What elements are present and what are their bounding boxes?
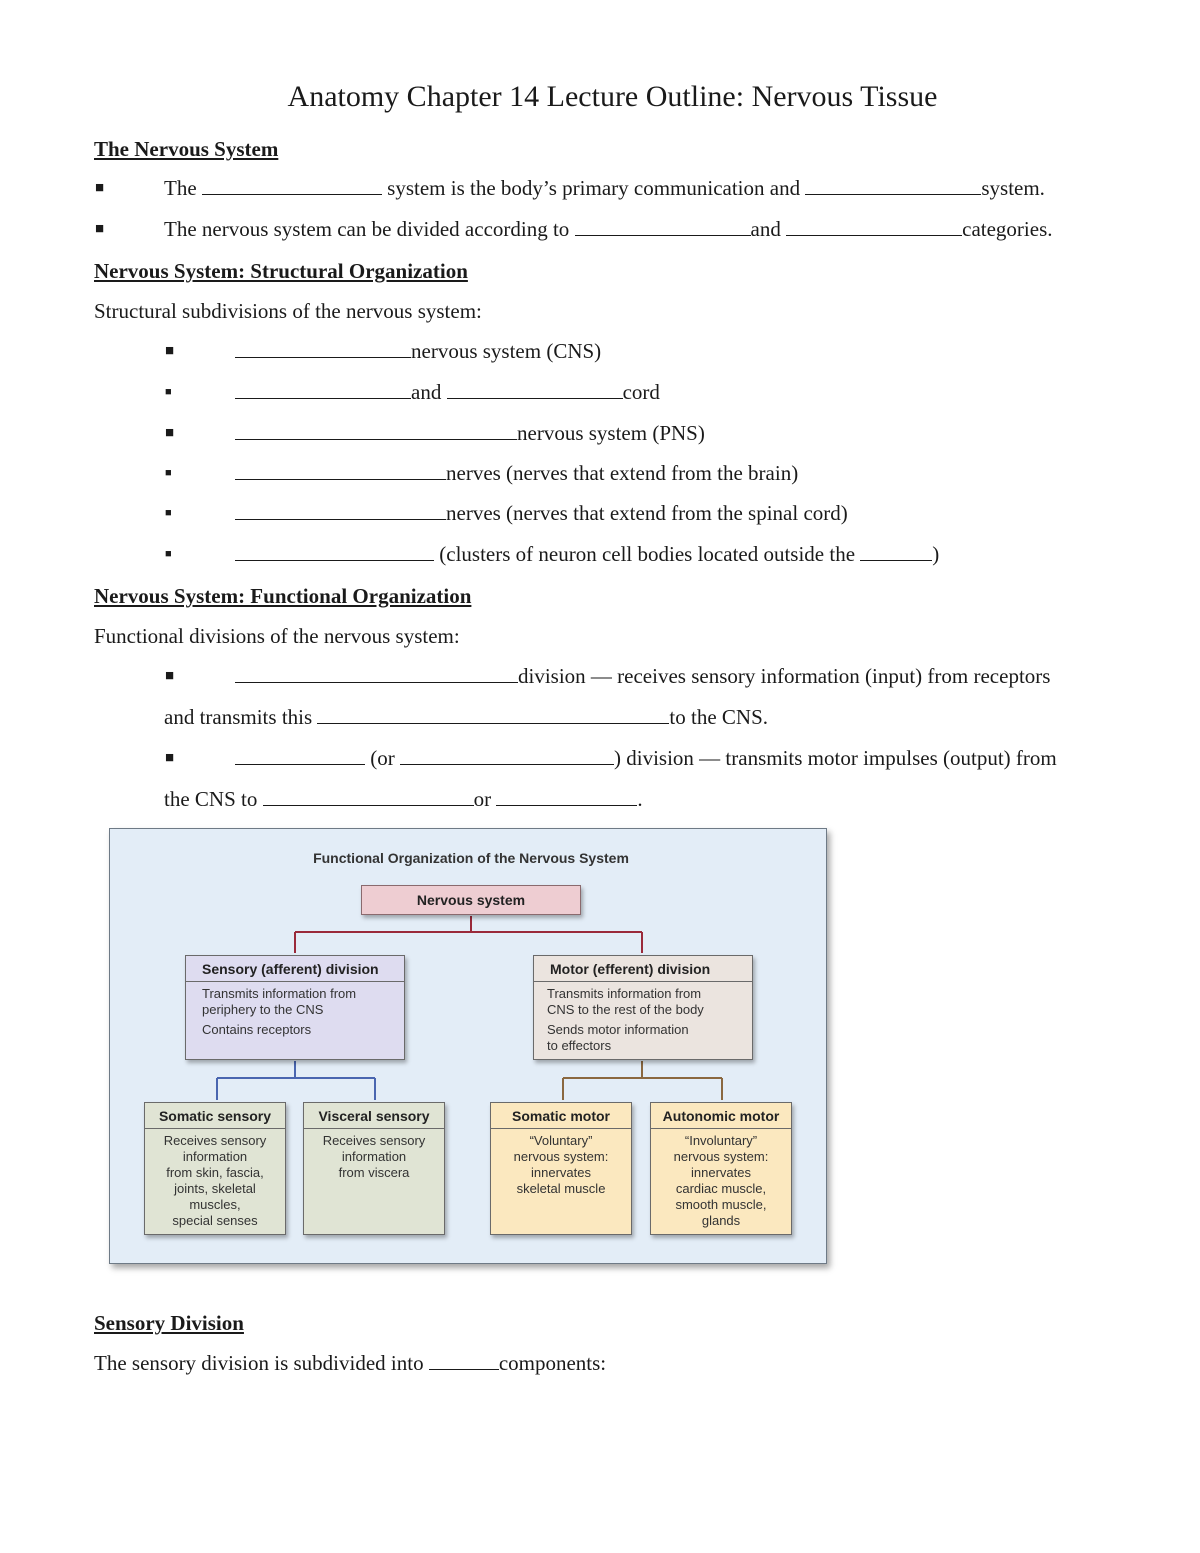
text: (or bbox=[370, 746, 395, 770]
node-text: skeletal muscle bbox=[516, 1181, 606, 1196]
node-text: joints, skeletal bbox=[174, 1181, 256, 1196]
fill-in-blank[interactable] bbox=[317, 707, 669, 724]
text: ) bbox=[932, 542, 940, 566]
node-title: Motor (efferent) division bbox=[534, 956, 752, 982]
fill-in-blank[interactable] bbox=[429, 1353, 499, 1370]
fill-in-blank[interactable] bbox=[447, 382, 623, 399]
text: The sensory division is subdivided into bbox=[94, 1351, 424, 1375]
structural-item-cns bbox=[235, 339, 601, 364]
node-text: Transmits information from bbox=[547, 986, 702, 1001]
node-text: Transmits information from bbox=[202, 986, 357, 1001]
node-body bbox=[491, 1129, 631, 1201]
diagram-title: Functional Organization of the Nervous System bbox=[313, 850, 629, 866]
node-text: smooth muscle, bbox=[675, 1197, 767, 1212]
fill-in-blank[interactable] bbox=[263, 789, 474, 806]
fill-in-blank[interactable] bbox=[235, 748, 365, 765]
text: The nervous system can be divided according to bbox=[164, 217, 570, 241]
node-title: Visceral sensory bbox=[304, 1103, 444, 1129]
node-body bbox=[651, 1129, 791, 1233]
text: and bbox=[411, 380, 442, 404]
square-bullet-icon: ■ bbox=[165, 507, 172, 519]
square-bullet-icon: ■ bbox=[165, 750, 175, 766]
structural-item-brain-spinal bbox=[235, 380, 660, 405]
square-bullet-icon: ■ bbox=[165, 467, 172, 479]
node-text: “Voluntary” bbox=[529, 1133, 593, 1148]
node-text: Sends motor information bbox=[547, 1022, 689, 1037]
sensory-division-line bbox=[94, 1351, 606, 1376]
node-body bbox=[304, 1129, 444, 1185]
square-bullet-icon: ■ bbox=[165, 425, 175, 441]
text: ) division — transmits motor impulses (output) from bbox=[614, 746, 1057, 770]
node-title: Sensory (afferent) division bbox=[186, 956, 404, 982]
fill-in-blank[interactable] bbox=[786, 219, 962, 236]
node-text: from skin, fascia, bbox=[166, 1165, 264, 1180]
node-text: innervates bbox=[531, 1165, 591, 1180]
structural-item-cranial bbox=[235, 461, 798, 486]
functional-item-motor bbox=[235, 746, 1057, 771]
node-text: nervous system: bbox=[513, 1149, 609, 1164]
functional-item-sensory-cont bbox=[164, 705, 768, 730]
square-bullet-icon: ■ bbox=[165, 386, 172, 398]
text: the CNS to bbox=[164, 787, 258, 811]
node-text: glands bbox=[701, 1213, 741, 1228]
node-autonomic-motor bbox=[650, 1102, 792, 1235]
fill-in-blank[interactable] bbox=[235, 382, 411, 399]
structural-item-pns bbox=[235, 421, 705, 446]
page-title: Anatomy Chapter 14 Lecture Outline: Nervous Tissue bbox=[287, 80, 938, 113]
fill-in-blank[interactable] bbox=[400, 748, 614, 765]
functional-organization-diagram bbox=[109, 828, 827, 1264]
fill-in-blank[interactable] bbox=[805, 178, 981, 195]
fill-in-blank[interactable] bbox=[235, 503, 446, 520]
node-text: periphery to the CNS bbox=[202, 1002, 324, 1017]
node-title: Autonomic motor bbox=[651, 1103, 791, 1129]
fill-in-blank[interactable] bbox=[496, 789, 637, 806]
text: system is the body’s primary communication and bbox=[387, 176, 801, 200]
node-nervous-system bbox=[361, 885, 581, 915]
node-text: nervous system: bbox=[673, 1149, 769, 1164]
square-bullet-icon: ■ bbox=[165, 343, 175, 359]
node-text: “Involuntary” bbox=[684, 1133, 758, 1148]
text: nervous system (PNS) bbox=[517, 421, 705, 445]
node-text: cardiac muscle, bbox=[675, 1181, 767, 1196]
square-bullet-icon: ■ bbox=[95, 221, 105, 237]
structural-intro: Structural subdivisions of the nervous system: bbox=[94, 299, 482, 323]
node-visceral-sensory bbox=[303, 1102, 445, 1235]
node-title: Somatic motor bbox=[491, 1103, 631, 1129]
text: The bbox=[164, 176, 197, 200]
section-heading-sensory-division: Sensory Division bbox=[94, 1311, 244, 1335]
node-text: muscles, bbox=[189, 1197, 241, 1212]
section-heading-functional: Nervous System: Functional Organization bbox=[94, 584, 472, 608]
node-text: Receives sensory bbox=[163, 1133, 267, 1148]
text: nerves (nerves that extend from the spinal cord) bbox=[446, 501, 848, 525]
functional-intro: Functional divisions of the nervous system: bbox=[94, 624, 460, 648]
square-bullet-icon: ■ bbox=[95, 180, 105, 196]
node-somatic-motor bbox=[490, 1102, 632, 1235]
node-title: Somatic sensory bbox=[145, 1103, 285, 1129]
fill-in-blank[interactable] bbox=[235, 423, 517, 440]
node-text: information bbox=[341, 1149, 407, 1164]
text: division — receives sensory information (input) from receptors bbox=[518, 664, 1051, 688]
node-text: special senses bbox=[172, 1213, 258, 1228]
node-body bbox=[186, 982, 404, 1042]
node-somatic-sensory bbox=[144, 1102, 286, 1235]
fill-in-blank[interactable] bbox=[860, 544, 932, 561]
bullet-line-divided-by bbox=[164, 217, 1053, 242]
node-text: CNS to the rest of the body bbox=[547, 1002, 704, 1017]
text: system. bbox=[981, 176, 1045, 200]
node-text: Receives sensory bbox=[322, 1133, 426, 1148]
node-text: from viscera bbox=[338, 1165, 410, 1180]
text: . bbox=[637, 787, 643, 811]
section-heading-structural: Nervous System: Structural Organization bbox=[94, 259, 468, 283]
text: components: bbox=[498, 1351, 607, 1375]
node-sensory-division bbox=[185, 955, 405, 1060]
text: and bbox=[750, 217, 781, 241]
structural-item-spinal bbox=[235, 501, 848, 526]
fill-in-blank[interactable] bbox=[575, 219, 751, 236]
node-text: Contains receptors bbox=[202, 1022, 312, 1037]
text: categories. bbox=[962, 217, 1053, 241]
section-heading-nervous-system: The Nervous System bbox=[94, 137, 279, 161]
node-text: innervates bbox=[691, 1165, 751, 1180]
text: and transmits this bbox=[164, 705, 313, 729]
fill-in-blank[interactable] bbox=[235, 544, 434, 561]
node-text: to effectors bbox=[547, 1038, 612, 1053]
text: (clusters of neuron cell bodies located outside the bbox=[439, 542, 856, 566]
structural-item-ganglia bbox=[235, 542, 939, 567]
node-text: information bbox=[182, 1149, 248, 1164]
text: cord bbox=[622, 380, 660, 404]
bullet-line-primary-system bbox=[164, 176, 1045, 201]
node-title: Nervous system bbox=[416, 892, 526, 908]
node-body bbox=[145, 1129, 285, 1233]
fill-in-blank[interactable] bbox=[235, 463, 446, 480]
fill-in-blank[interactable] bbox=[235, 341, 411, 358]
node-body bbox=[534, 982, 752, 1058]
node-motor-division bbox=[533, 955, 753, 1060]
square-bullet-icon: ■ bbox=[165, 548, 172, 560]
functional-item-sensory bbox=[235, 664, 1050, 689]
text: nervous system (CNS) bbox=[411, 339, 602, 363]
fill-in-blank[interactable] bbox=[202, 178, 382, 195]
text: nerves (nerves that extend from the brain) bbox=[446, 461, 799, 485]
text: or bbox=[473, 787, 492, 811]
text: to the CNS. bbox=[669, 705, 769, 729]
fill-in-blank[interactable] bbox=[235, 666, 518, 683]
square-bullet-icon: ■ bbox=[165, 668, 175, 684]
functional-item-motor-cont bbox=[164, 787, 643, 812]
